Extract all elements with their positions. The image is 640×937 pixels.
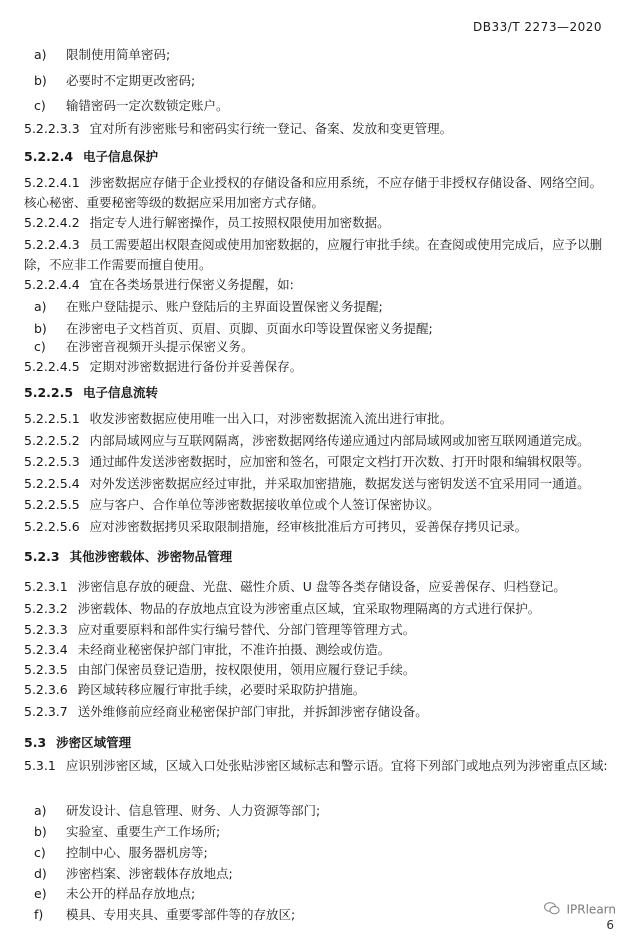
clause-text: 对外发送涉密数据应经过审批，并采取加密措施，数据发送与密钥发送不宜采用同一通道。 <box>89 476 590 491</box>
clause-text: 涉密档案、涉密载体存放地点; <box>66 866 233 881</box>
clause-number: 5.2.2.4.1 <box>24 175 80 190</box>
clause <box>24 620 612 640</box>
clause-text: 应对涉密数据拷贝采取限制措施，经审核批准后方可拷贝，妥善保存拷贝记录。 <box>89 519 528 534</box>
item-label: c) <box>34 339 46 354</box>
section-heading <box>24 733 612 753</box>
clause-text: 涉密载体、物品的存放地点宜设为涉密重点区域，宜采取物理隔离的方式进行保护。 <box>77 601 541 616</box>
clause-text: 研发设计、信息管理、财务、人力资源等部门; <box>66 803 321 818</box>
list-item <box>34 905 612 925</box>
clause <box>24 235 612 275</box>
list-item <box>34 337 612 357</box>
item-label: b) <box>34 824 47 839</box>
clause-text: 电子信息保护 <box>83 149 159 164</box>
clause <box>24 495 612 515</box>
clause-number: 5.2.2.5.2 <box>24 433 80 448</box>
clause-text: 应识别涉密区域，区域入口处张贴涉密区域标志和警示语。宜将下列部门或地点列为涉密重点区域: <box>65 758 608 773</box>
watermark <box>544 902 616 918</box>
item-label: b) <box>34 73 47 88</box>
clause <box>24 409 612 429</box>
clause <box>24 275 612 295</box>
clause-text: 宜在各类场景进行保密义务提醒，如: <box>89 277 294 292</box>
clause-number: 5.3.1 <box>24 758 56 773</box>
clause <box>24 119 612 139</box>
clause <box>24 517 612 537</box>
item-label: e) <box>34 886 47 901</box>
clause-number: 5.2.3.2 <box>24 601 68 616</box>
clause-text: 限制使用简单密码; <box>66 47 171 62</box>
clause-text: 跨区域转移应履行审批手续，必要时采取防护措施。 <box>77 682 366 697</box>
clause <box>24 640 612 660</box>
clause-text: 通过邮件发送涉密数据时，应加密和签名，可限定文档打开次数、打开时限和编辑权限等。 <box>89 454 590 469</box>
watermark-text: IPRlearn <box>566 902 616 917</box>
list-item <box>34 297 612 317</box>
clause-number: 5.2.3.6 <box>24 682 68 697</box>
clause-text: 内部局域网应与互联网隔离，涉密数据网络传递应通过内部局域网或加密互联网通道完成。 <box>89 433 590 448</box>
standard-code: DB33/T 2273—2020 <box>472 20 602 34</box>
clause <box>24 357 612 377</box>
clause <box>24 680 612 700</box>
clause-number: 5.2.3.1 <box>24 579 68 594</box>
clause <box>24 702 612 722</box>
clause-text: 未经商业秘密保护部门审批，不准许拍摄、测绘或仿造。 <box>77 642 391 657</box>
item-label: c) <box>34 98 46 113</box>
clause-text: 应对重要原料和部件实行编号替代、分部门管理等管理方式。 <box>77 622 416 637</box>
clause-text: 实验室、重要生产工作场所; <box>66 824 221 839</box>
clause-number: 5.2.2.3.3 <box>24 121 80 136</box>
wechat-icon <box>544 902 560 918</box>
clause <box>24 213 612 233</box>
clause-number: 5.2.3.4 <box>24 642 68 657</box>
clause <box>24 474 612 494</box>
item-label: a) <box>34 803 47 818</box>
clause-text: 模具、专用夹具、重要零部件等的存放区; <box>66 907 296 922</box>
list-item <box>34 822 612 842</box>
clause-text: 员工需要超出权限查阅或使用加密数据的，应履行审批手续。在查阅或使用完成后，应予以删除，不应非工作需要而擅自使用。 <box>24 237 603 272</box>
list-item <box>34 96 612 116</box>
page-number: 6 <box>606 918 614 932</box>
clause <box>24 660 612 680</box>
clause-text: 输错密码一定次数锁定账户。 <box>66 98 229 113</box>
list-item <box>34 864 612 884</box>
clause-text: 在涉密音视频开头提示保密义务。 <box>66 339 254 354</box>
clause-text: 控制中心、服务器机房等; <box>66 845 208 860</box>
clause-text: 未公开的样品存放地点; <box>66 886 196 901</box>
clause-number: 5.3 <box>24 735 47 750</box>
clause-text: 必要时不定期更改密码; <box>66 73 196 88</box>
list-item <box>34 319 612 339</box>
clause-number: 5.2.2.5.6 <box>24 519 80 534</box>
section-heading <box>24 383 612 403</box>
item-label: f) <box>34 907 44 922</box>
clause-number: 5.2.2.5.1 <box>24 411 80 426</box>
clause-text: 在涉密电子文档首页、页眉、页脚、页面水印等设置保密义务提醒; <box>66 321 433 336</box>
clause <box>24 452 612 472</box>
clause-text: 送外维修前应经商业秘密保护部门审批，并拆卸涉密存储设备。 <box>77 704 428 719</box>
clause-number: 5.2.2.4.2 <box>24 215 80 230</box>
list-item <box>34 801 612 821</box>
clause-number: 5.2.2.4.4 <box>24 277 80 292</box>
clause-text: 涉密信息存放的硬盘、光盘、磁性介质、U 盘等各类存储设备，应妥善保存、归档登记。 <box>77 579 566 594</box>
clause-text: 定期对涉密数据进行备份并妥善保存。 <box>89 359 303 374</box>
section-heading <box>24 547 612 567</box>
clause-text: 指定专人进行解密操作，员工按照权限使用加密数据。 <box>89 215 390 230</box>
list-item <box>34 884 612 904</box>
clause-number: 5.2.3 <box>24 549 60 564</box>
item-label: a) <box>34 299 47 314</box>
clause-text: 在账户登陆提示、账户登陆后的主界面设置保密义务提醒; <box>66 299 383 314</box>
clause-text: 电子信息流转 <box>83 385 159 400</box>
clause-text: 涉密区域管理 <box>56 735 132 750</box>
clause <box>24 431 612 451</box>
clause-number: 5.2.2.5.3 <box>24 454 80 469</box>
item-label: d) <box>34 866 47 881</box>
clause <box>24 173 612 213</box>
clause-number: 5.2.2.5.4 <box>24 476 80 491</box>
clause-number: 5.2.2.4.3 <box>24 237 80 252</box>
clause-number: 5.2.3.3 <box>24 622 68 637</box>
clause-text: 由部门保密员登记造册，按权限使用，领用应履行登记手续。 <box>77 662 416 677</box>
list-item <box>34 45 612 65</box>
clause-text: 收发涉密数据应使用唯一出入口，对涉密数据流入流出进行审批。 <box>89 411 453 426</box>
clause-number: 5.2.2.4.5 <box>24 359 80 374</box>
list-item <box>34 71 612 91</box>
clause-text: 应与客户、合作单位等涉密数据接收单位或个人签订保密协议。 <box>89 497 440 512</box>
item-label: a) <box>34 47 47 62</box>
item-label: b) <box>34 321 47 336</box>
list-item <box>34 843 612 863</box>
clause <box>24 756 612 776</box>
clause-number: 5.2.2.5 <box>24 385 74 400</box>
item-label: c) <box>34 845 46 860</box>
clause-number: 5.2.3.7 <box>24 704 68 719</box>
section-heading <box>24 147 612 167</box>
clause-number: 5.2.2.5.5 <box>24 497 80 512</box>
clause-text: 宜对所有涉密账号和密码实行统一登记、备案、发放和变更管理。 <box>89 121 453 136</box>
clause <box>24 577 612 597</box>
clause-number: 5.2.3.5 <box>24 662 68 677</box>
clause <box>24 599 612 619</box>
clause-text: 其他涉密载体、涉密物品管理 <box>69 549 233 564</box>
clause-number: 5.2.2.4 <box>24 149 74 164</box>
clause-text: 涉密数据应存储于企业授权的存储设备和应用系统，不应存储于非授权存储设备、网络空间。核心秘密、重要秘密等级的数据应采用加密方式存储。 <box>24 175 603 210</box>
